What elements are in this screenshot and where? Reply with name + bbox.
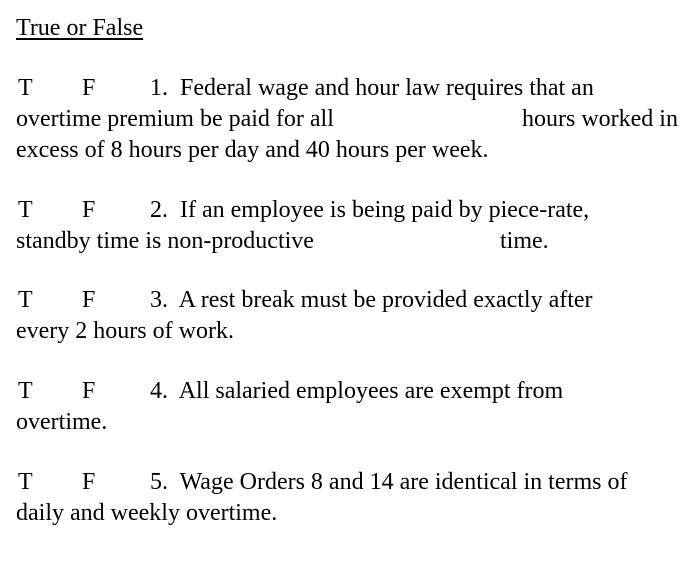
q3-text-line-1 (150, 285, 593, 316)
q4-text-line-2: overtime. (16, 409, 108, 435)
q4-number: 4. (150, 378, 168, 404)
q1-text-line-2a: overtime premium be paid for all (16, 106, 334, 132)
question-1 (16, 73, 696, 166)
q2-false-option[interactable]: F (82, 197, 96, 223)
q1-text-line-3: excess of 8 hours per day and 40 hours per week. (16, 137, 489, 163)
q2-statement-start: If an employee is being paid by piece-rate, (180, 197, 590, 223)
question-3 (16, 285, 696, 347)
q1-statement-start: Federal wage and hour law requires that an (180, 75, 594, 101)
page-title: True or False (16, 15, 144, 41)
question-2 (16, 195, 696, 257)
q5-text-line-1 (150, 467, 627, 498)
q1-true-option[interactable]: T (18, 75, 33, 101)
q5-statement-start: Wage Orders 8 and 14 are identical in terms of (179, 469, 628, 495)
q1-number: 1. (150, 75, 168, 101)
q3-true-option[interactable]: T (18, 287, 33, 313)
q2-text-line-2a: standby time is non-productive (16, 228, 314, 254)
q2-text-line-1 (150, 195, 589, 226)
q5-text-line-2: daily and weekly overtime. (16, 500, 278, 526)
q1-false-option[interactable]: F (82, 75, 96, 101)
q3-number: 3. (150, 287, 168, 313)
q2-number: 2. (150, 197, 168, 223)
q3-statement-start: A rest break must be provided exactly after (178, 287, 593, 313)
q2-text-line-2b: time. (500, 228, 549, 254)
q4-false-option[interactable]: F (82, 378, 96, 404)
q1-text-line-1 (150, 73, 594, 104)
question-5 (16, 467, 696, 529)
q5-number: 5. (150, 469, 168, 495)
q4-true-option[interactable]: T (18, 378, 33, 404)
q4-statement-start: All salaried employees are exempt from (178, 378, 564, 404)
q5-false-option[interactable]: F (82, 469, 96, 495)
question-4 (16, 376, 696, 438)
q2-true-option[interactable]: T (18, 197, 33, 223)
q4-text-line-1 (150, 376, 563, 407)
q3-text-line-2: every 2 hours of work. (16, 318, 234, 344)
q5-true-option[interactable]: T (18, 469, 33, 495)
q1-text-line-2b: hours worked in (522, 106, 678, 132)
q3-false-option[interactable]: F (82, 287, 96, 313)
